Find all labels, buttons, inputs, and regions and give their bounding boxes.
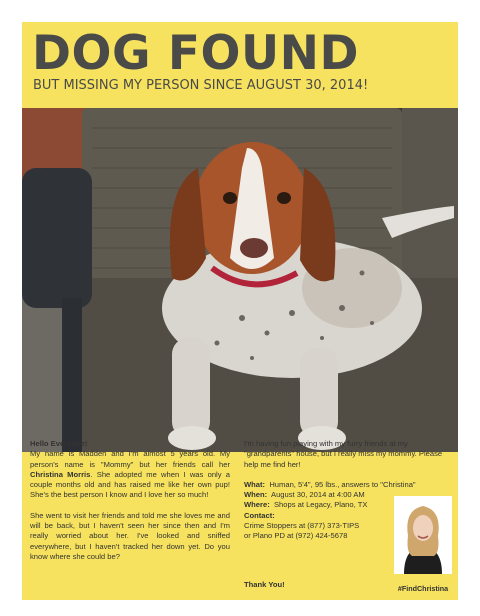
- headline: DOG FOUND: [32, 26, 359, 81]
- what-label: What:: [244, 479, 266, 489]
- christina-photo: [394, 496, 452, 574]
- poster: [22, 22, 458, 600]
- story-text: My name is Madden and I'm almost 5 years old. My person's name is "Mommy" but her friends call her: [30, 449, 230, 469]
- when-value: August 30, 2014 at 4:00 AM: [271, 490, 365, 500]
- story-paragraph-1: [30, 449, 230, 500]
- story-paragraph-2: She went to visit her friends and told me she loves me and will be back, but I haven't seen her since then and I'm really worried about her. I've looked and sniffed everywhere, but I haven't tracked her down yet. Do you know where she could be?: [30, 510, 230, 561]
- thank-you: Thank You!: [244, 580, 285, 589]
- subheadline: BUT MISSING MY PERSON SINCE AUGUST 30, 2014!: [33, 78, 369, 93]
- greeting: Hello Everyone!: [30, 439, 88, 448]
- intro-paragraph: I'm having fun playing with my furry friends at my "grandparents" house, but I really miss my mommy. Please help me find her!: [244, 439, 443, 469]
- contact-label: Contact:: [244, 510, 275, 520]
- story-column: [30, 439, 230, 572]
- story-text: . She adopted me when I was only a couple months old and has raised me like her own pup! She's the best person I know and I love her so much!: [30, 469, 231, 500]
- what-row: [244, 480, 450, 490]
- hashtag: #FindChristina: [397, 584, 449, 593]
- contact-crime-stoppers: Crime Stoppers at (877) 373-TIPS: [244, 521, 360, 531]
- where-label: Where:: [244, 500, 270, 510]
- where-value: Shops at Legacy, Plano, TX: [273, 500, 368, 510]
- what-value: Human, 5'4", 95 lbs., answers to "Christina": [269, 479, 416, 489]
- person-name: Christina Morris: [30, 469, 91, 479]
- contact-plano-pd: or Plano PD at (972) 424-5678: [244, 531, 348, 541]
- when-label: When:: [244, 490, 268, 500]
- dog-photo: [22, 108, 458, 452]
